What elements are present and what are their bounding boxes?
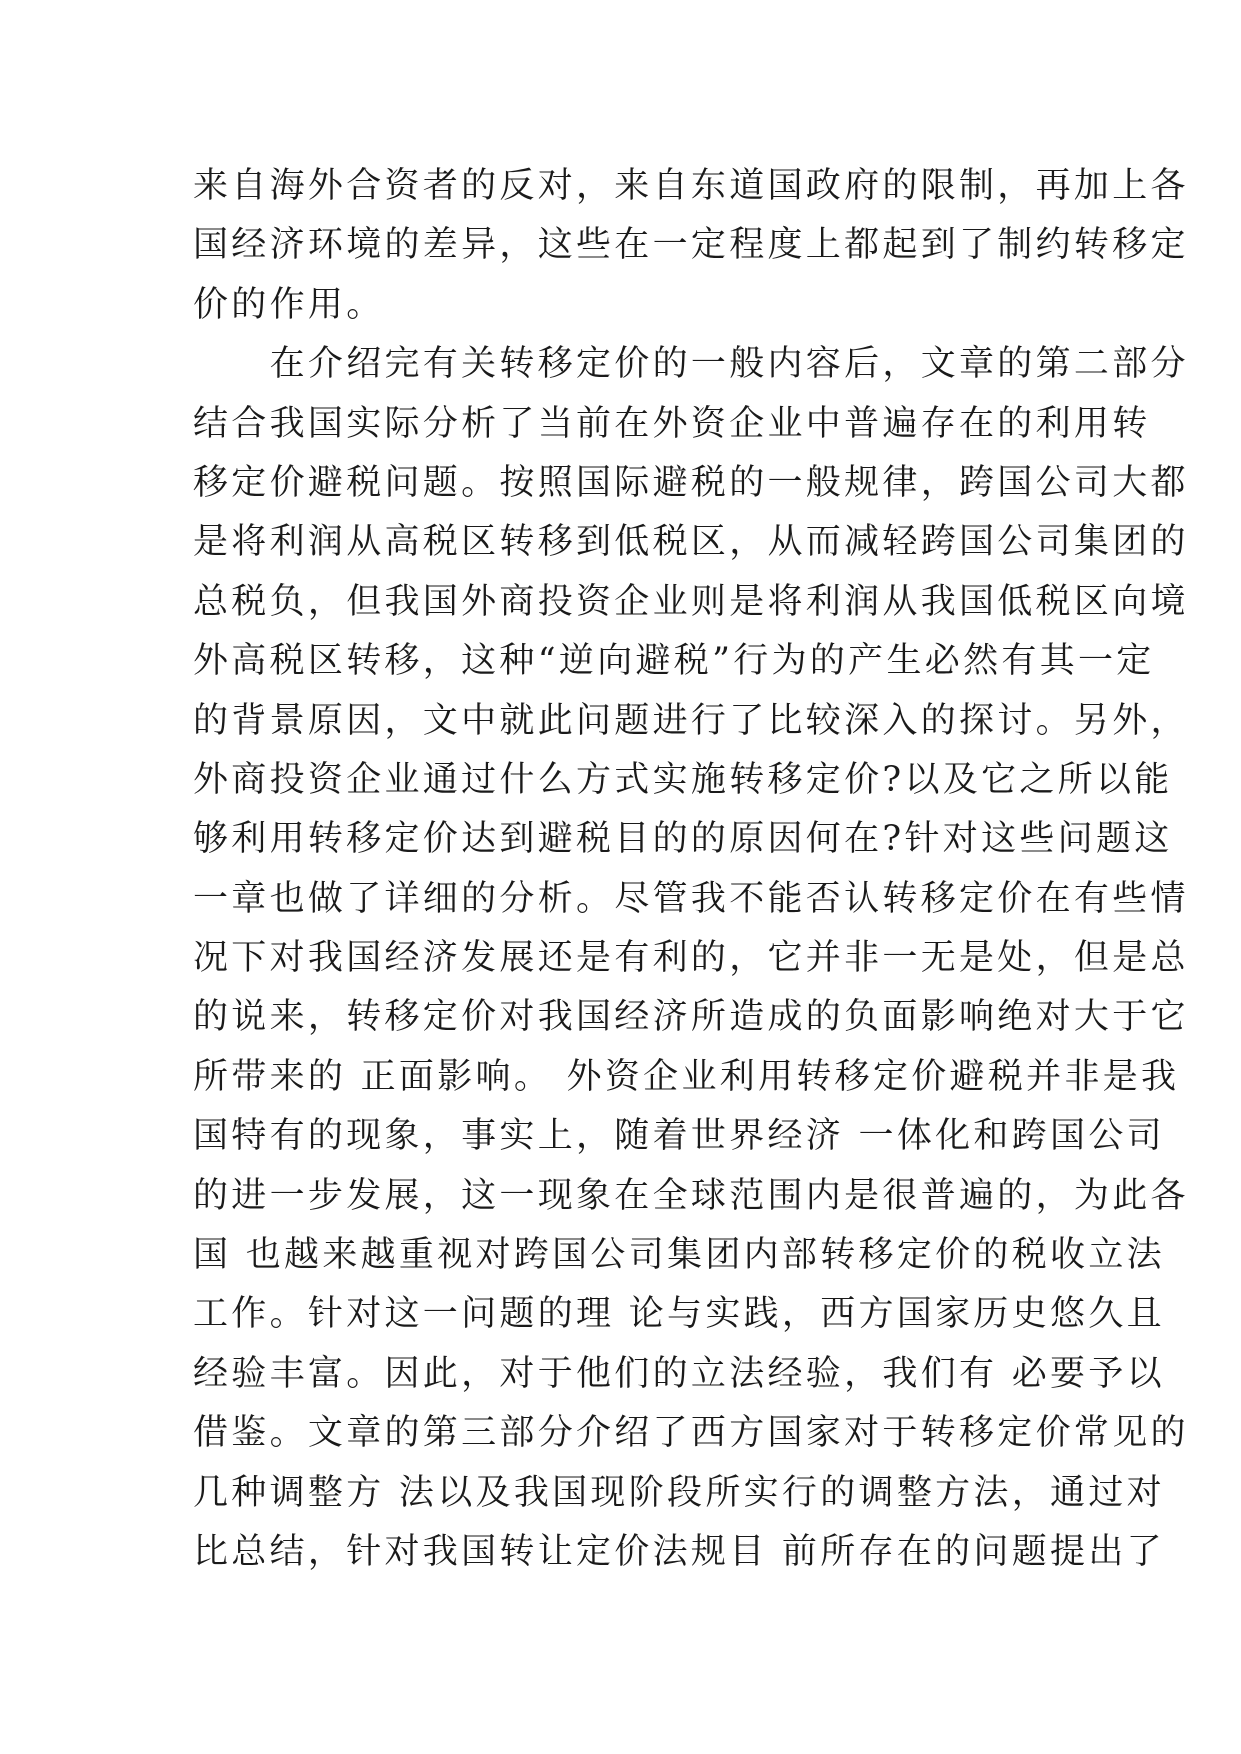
text-line: 的进一步发展，这一现象在全球范围内是很普遍的，为此各 bbox=[193, 1175, 1189, 1216]
text-line: 的背景原因，文中就此问题进行了比较深入的探讨。另外， bbox=[193, 700, 1189, 741]
text-line: 的说来，转移定价对我国经济所造成的负面影响绝对大于它 bbox=[193, 997, 1189, 1038]
body-text bbox=[193, 157, 1189, 1582]
text-line: 国特有的现象，事实上，随着世界经济 一体化和跨国公司 bbox=[193, 1116, 1165, 1157]
text-line: 借鉴。文章的第三部分介绍了西方国家对于转移定价常见的 bbox=[193, 1413, 1189, 1454]
text-line: 外高税区转移，这种“逆向避税”行为的产生必然有其一定 bbox=[193, 641, 1155, 682]
text-line: 比总结，针对我国转让定价法规目 前所存在的问题提出了 bbox=[193, 1531, 1165, 1572]
text-line: 结合我国实际分析了当前在外资企业中普遍存在的利用转 bbox=[193, 403, 1151, 444]
text-line: 况下对我国经济发展还是有利的，它并非一无是处，但是总 bbox=[193, 938, 1189, 979]
text-line: 经验丰富。因此，对于他们的立法经验，我们有 必要予以 bbox=[193, 1353, 1165, 1394]
text-line: 国经济环境的差异，这些在一定程度上都起到了制约转移定 bbox=[193, 225, 1189, 266]
text-line: 够利用转移定价达到避税目的的原因何在?针对这些问题这 bbox=[193, 819, 1173, 860]
text-line: 来自海外合资者的反对，来自东道国政府的限制，再加上各 bbox=[193, 166, 1189, 206]
text-line: 一章也做了详细的分析。尽管我不能否认转移定价在有些情 bbox=[193, 878, 1189, 919]
text-line: 是将利润从高税区转移到低税区，从而减轻跨国公司集团的 bbox=[193, 522, 1189, 563]
text-line: 移定价避税问题。按照国际避税的一般规律，跨国公司大都 bbox=[193, 462, 1189, 503]
text-line: 在介绍完有关转移定价的一般内容后，文章的第二部分 bbox=[193, 344, 1189, 385]
text-line: 总税负，但我国外商投资企业则是将利润从我国低税区向境 bbox=[193, 581, 1189, 622]
text-line: 国 也越来越重视对跨国公司集团内部转移定价的税收立法 bbox=[193, 1235, 1165, 1276]
text-line: 外商投资企业通过什么方式实施转移定价?以及它之所以能 bbox=[193, 759, 1173, 800]
text-line: 价的作用。 bbox=[193, 284, 385, 325]
text-line: 所带来的 正面影响。 外资企业利用转移定价避税并非是我 bbox=[193, 1056, 1180, 1097]
text-line: 工作。针对这一问题的理 论与实践，西方国家历史悠久且 bbox=[193, 1294, 1165, 1335]
text-line: 几种调整方 法以及我国现阶段所实行的调整方法，通过对 bbox=[193, 1472, 1165, 1513]
